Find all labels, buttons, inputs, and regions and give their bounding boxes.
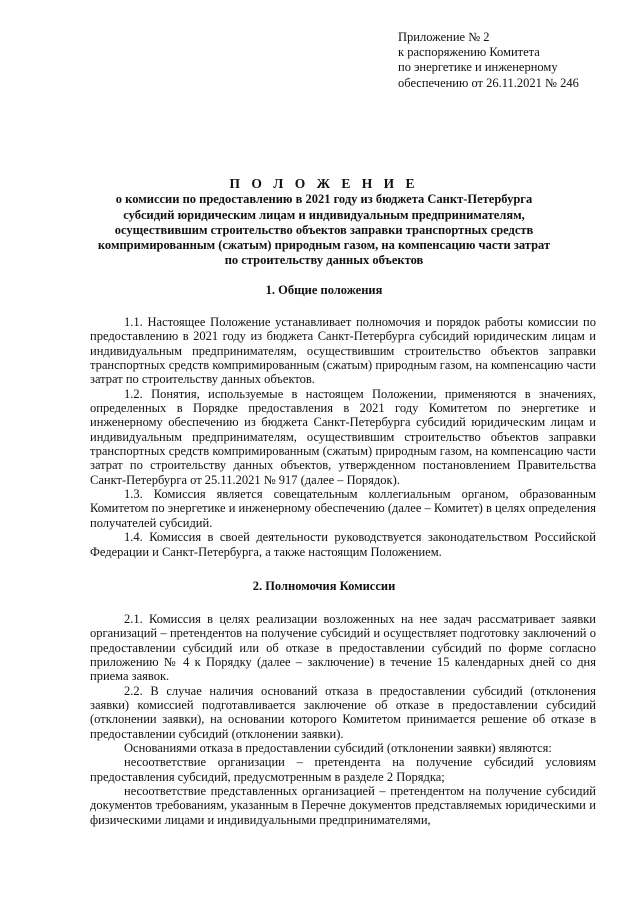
title-heading: П О Л О Ж Е Н И Е <box>229 176 419 191</box>
attachment-line: обеспечению от 26.11.2021 № 246 <box>398 75 579 90</box>
paragraph-2-grounds: Основаниями отказа в предоставлении субсидий (отклонении заявки) являются: <box>124 741 552 756</box>
paragraph-2-2: 2.2. В случае наличия оснований отказа в предоставлении субсидий (отклонения заявки) комиссией подготавливается заключение об отказе в предоставлении субсидий (отклонении заявки), на основании которого Комитетом принимается решение об отказе в предоставлении субсидий (отклонении заявки). <box>90 683 596 741</box>
section-1-heading: 1. Общие положения <box>265 283 383 297</box>
document-title <box>90 176 558 269</box>
paragraph-1-3: 1.3. Комиссия является совещательным коллегиальным органом, образованным Комитетом по энергетике и инженерному обеспечению (далее – Комитет) в целях определения получателей субсидий. <box>90 487 596 530</box>
attachment-line: по энергетике и инженерному <box>398 60 558 75</box>
attachment-line: к распоряжению Комитета <box>398 45 540 60</box>
section-2-heading: 2. Полномочия Комиссии <box>252 579 396 593</box>
paragraph-2-ground-1: несоответствие организации – претендента на получение субсидий условиям предоставления субсидий, предусмотренным в разделе 2 Порядка; <box>90 755 596 784</box>
paragraph-2-ground-2: несоответствие представленных организацией – претендентом на получение субсидий документов требованиям, указанным в Перечне документов представляемых юридическими и физическими лицами и индивидуальными предпринимателями, <box>90 784 596 827</box>
section-2-body <box>90 612 596 827</box>
attachment-line: Приложение № 2 <box>398 30 490 44</box>
title-subtitle: о комиссии по предоставлению в 2021 году из бюджета Санкт-Петербурга субсидий юридическим лицам и индивидуальным предпринимателям, осуществившим строительство объектов заправки транспортных средств компримированным (сжатым) природным газом, на компенсацию части затрат по строительству данных объектов <box>97 192 551 268</box>
paragraph-2-1: 2.1. Комиссия в целях реализации возложенных на нее задач рассматривает заявки организаций – претендентов на получение субсидий и осуществляет подготовку заключений о предоставлении субсидий или об отказе в предоставлении субсидий по форме согласно приложению № 4 к Порядку (далее – заключение) в течение 15 календарных дней со дня приема заявок. <box>90 612 596 684</box>
paragraph-1-1: 1.1. Настоящее Положение устанавливает полномочия и порядок работы комиссии по предоставлению в 2021 году из бюджета Санкт-Петербурга субсидий юридическим лицам и индивидуальным предпринимателям, осуществившим строительство объектов заправки транспортных средств компримированным (сжатым) природным газом, на компенсацию части затрат по строительству данных объектов. <box>90 315 596 387</box>
attachment-block <box>398 30 579 91</box>
paragraph-1-4: 1.4. Комиссия в своей деятельности руководствуется законодательством Российской Федерации и Санкт-Петербурга, а также настоящим Положением. <box>90 530 596 559</box>
paragraph-1-2: 1.2. Понятия, используемые в настоящем Положении, применяются в значениях, определенных в Порядке предоставления в 2021 году Комитетом по энергетике и инженерному обеспечению из бюджета Санкт-Петербурга субсидий юридическим лицам и индивидуальным предпринимателям, осуществившим строительство объектов заправки транспортных средств компримированным (сжатым) природным газом, на компенсацию части затрат по строительству данных объектов, утвержденном постановлением Правительства Санкт-Петербурга от 25.11.2021 № 917 (далее – Порядок). <box>90 386 596 487</box>
section-1-body <box>90 315 596 559</box>
